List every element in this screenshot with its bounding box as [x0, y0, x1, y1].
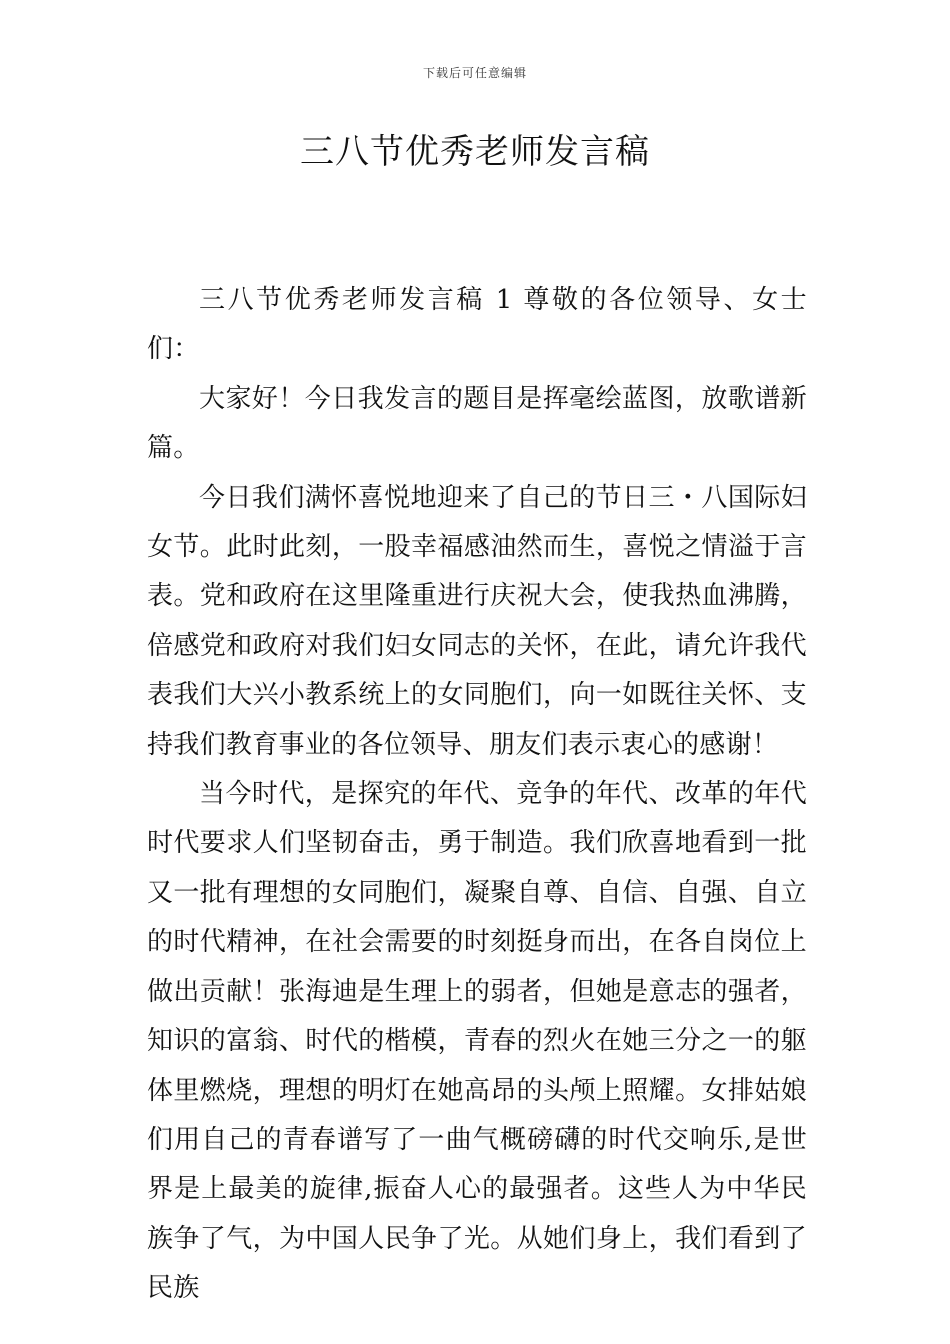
paragraph-salutation: 三八节优秀老师发言稿 1 尊敬的各位领导、女士们： — [147, 285, 807, 365]
document-body — [147, 276, 807, 1314]
document-title: 三八节优秀老师发言稿 — [300, 132, 650, 172]
paragraph-era: 当今时代，是探究的年代、竞争的年代、改革的年代时代要求人们坚韧奋击，勇于制造。我们欣喜地看到一批又一批有理想的女同胞们，凝聚自尊、自信、自强、自立的时代精神，在社会需要的时刻挺身而出，在各自岗位上做出贡献！张海迪是生理上的弱者，但她是意志的强者，知识的富翁、时代的楷模，青春的烈火在她三分之一的躯体里燃烧，理想的明灯在她高昂的头颅上照耀。女排姑娘们用自己的青春谱写了一曲气概磅礴的时代交响乐,是世界是上最美的旋律,振奋人心的最强者。这些人为中华民族争了气，为中国人民争了光。从她们身上，我们看到了民族 — [147, 779, 807, 1304]
header-note: 下载后可任意编辑 — [422, 66, 527, 80]
paragraph-womens-day: 今日我们满怀喜悦地迎来了自己的节日三・八国际妇女节。此时此刻，一股幸福感油然而生，喜悦之情溢于言表。党和政府在这里隆重进行庆祝大会，使我热血沸腾，倍感党和政府对我们妇女同志的关怀，在此，请允许我代表我们大兴小教系统上的女同胞们，向一如既往关怀、支持我们教育事业的各位领导、朋友们表示衷心的感谢！ — [147, 482, 807, 760]
paragraph-greeting: 大家好！今日我发言的题目是挥毫绘蓝图，放歌谱新篇。 — [147, 383, 807, 464]
